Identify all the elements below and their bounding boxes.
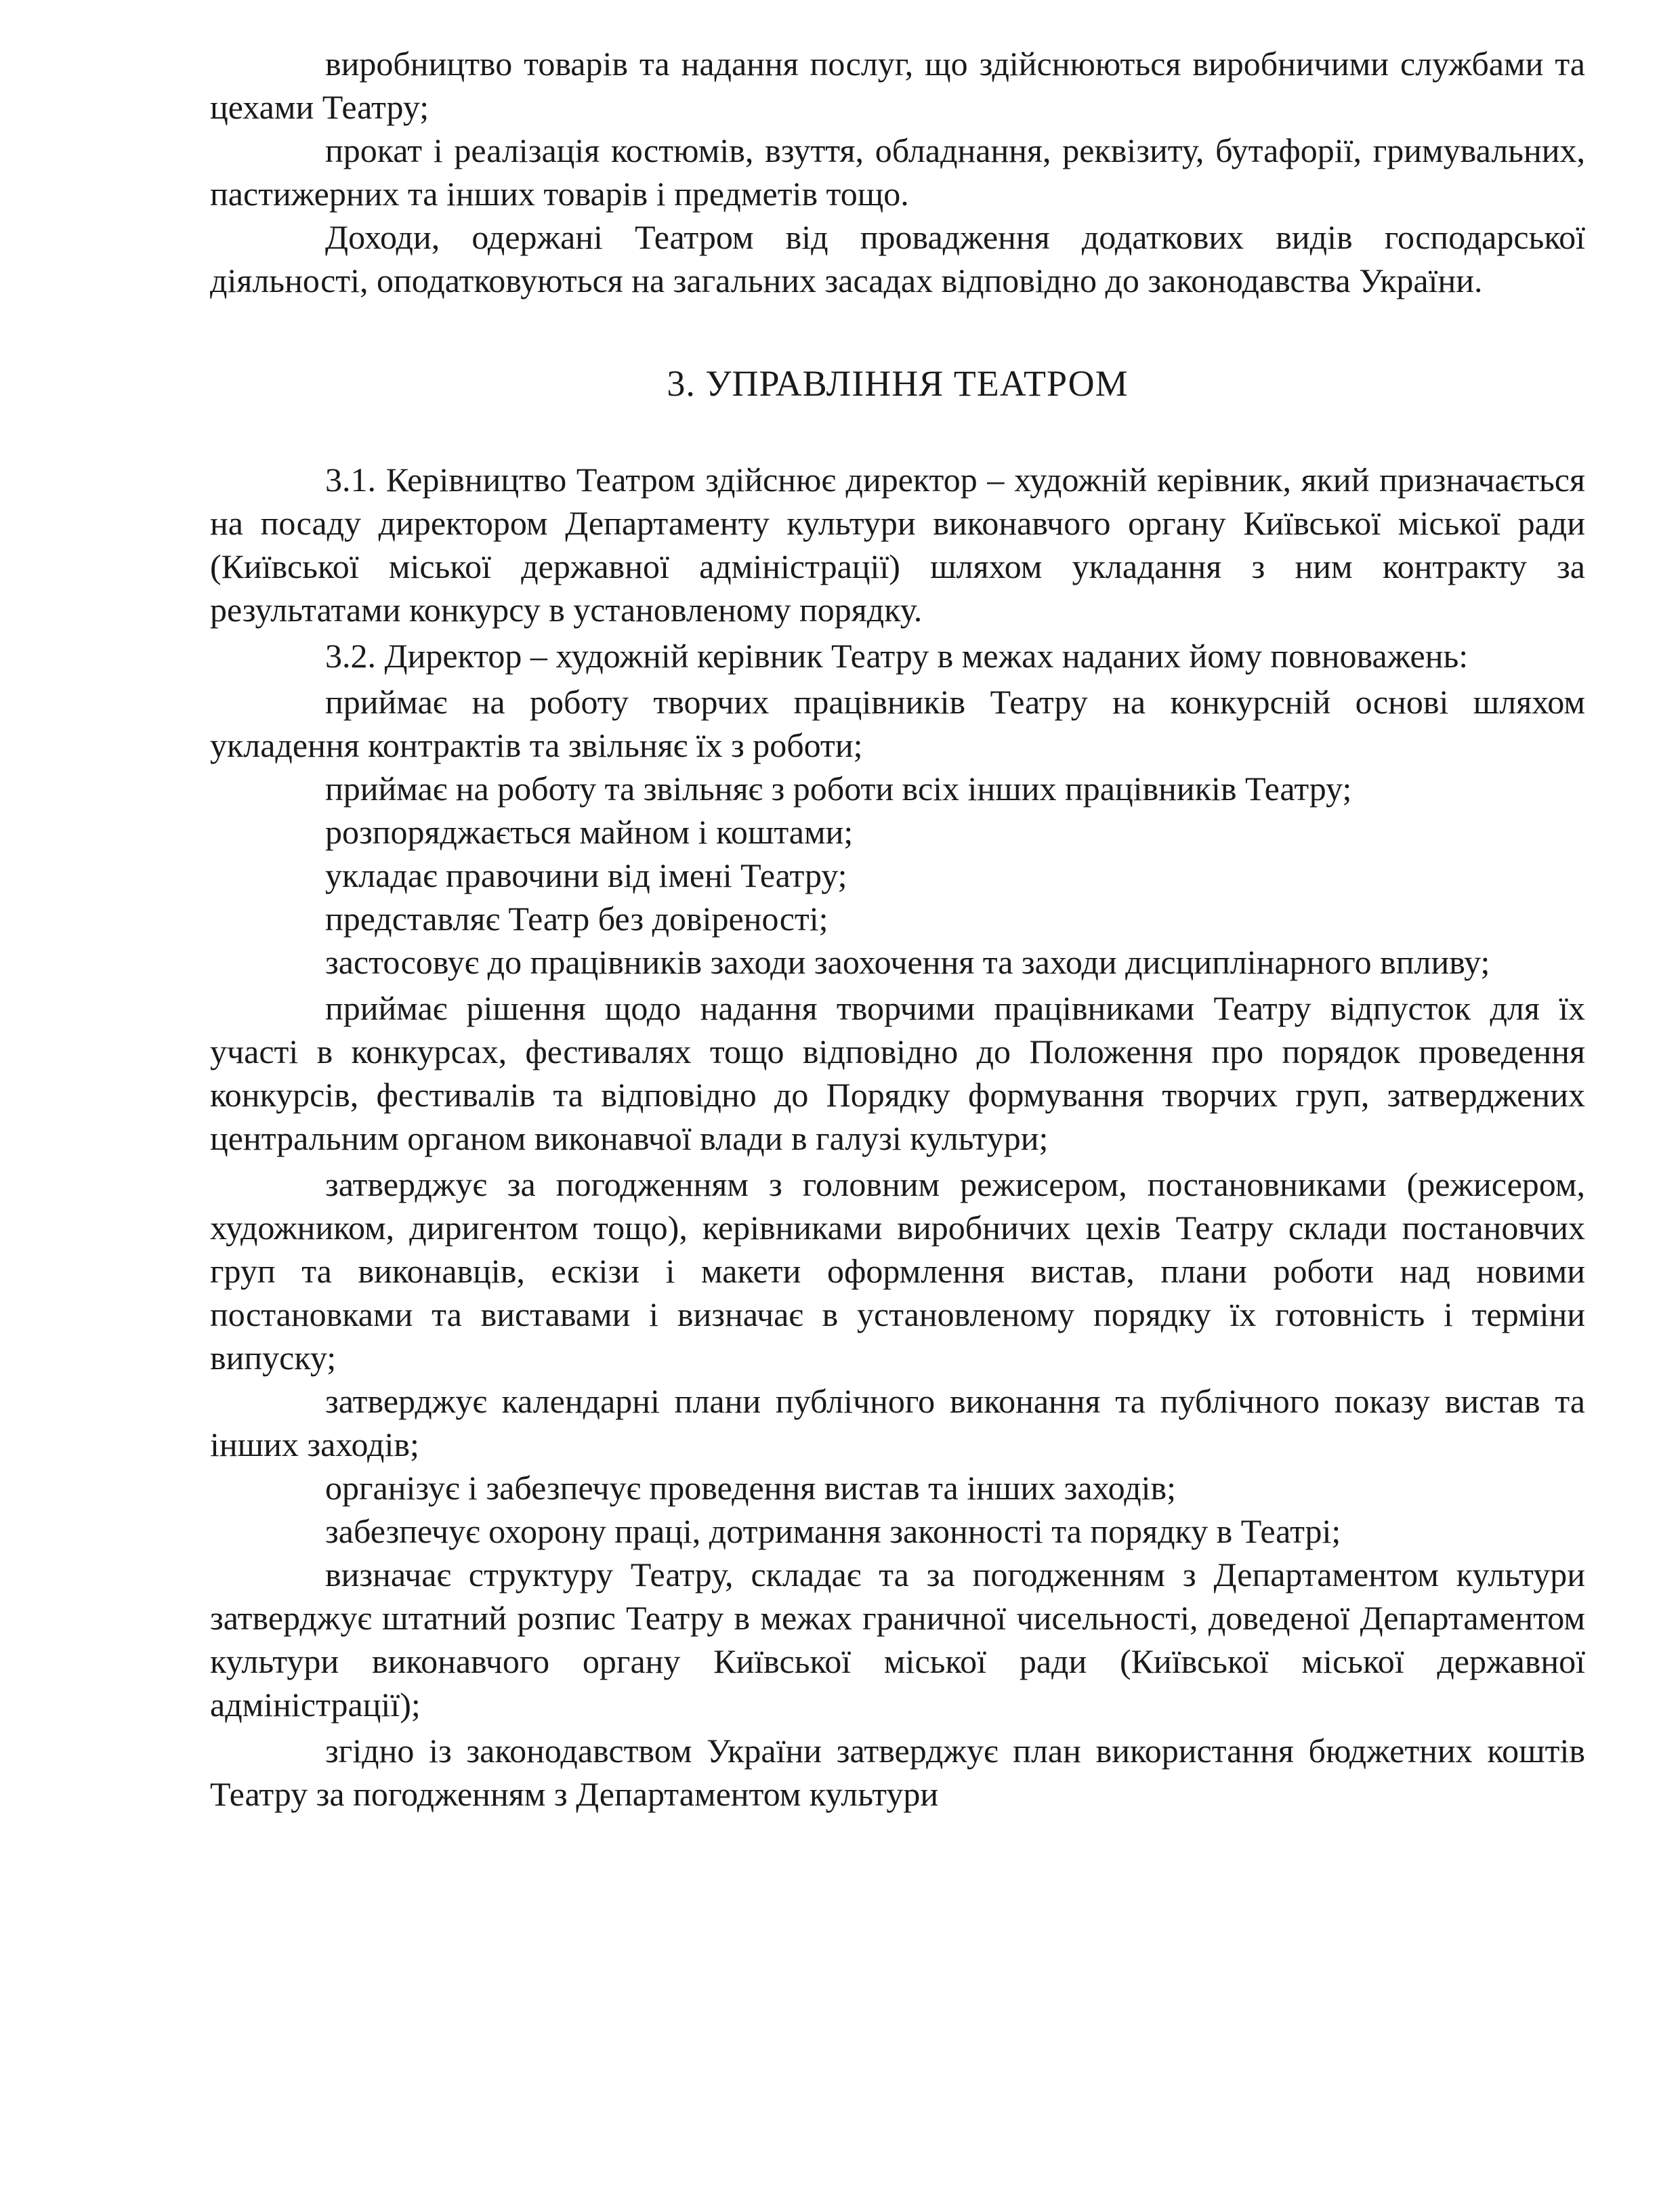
paragraph: прокат і реалізація костюмів, взуття, обладнання, реквізиту, бутафорії, гримувальних, пастижерних та інших товарів і предметів тощо. xyxy=(210,131,1585,213)
list-item: укладає правочини від імені Театру; xyxy=(325,856,847,894)
list-item: затверджує за погодженням з головним режисером, постановниками (режисером, художником, диригентом тощо), керівниками виробничих цехів Театру склади постановчих груп та виконавців, ескізи і макети оформлення вистав, плани роботи над новими постановками та виставами і визначає в установленому порядку їх готовність і терміни випуску; xyxy=(210,1165,1585,1377)
list-item: приймає рішення щодо надання творчими працівниками Театру відпусток для їх участі в конкурсах, фестивалях тощо відповідно до Положення про порядок проведення конкурсів, фестивалів та відповідно до Порядку формування творчих груп, затверджених центральним органом виконавчої влади в галузі культури; xyxy=(210,989,1585,1157)
list-item: визначає структуру Театру, складає та за погодженням з Департаментом культури затверджує штатний розпис Театру в межах граничної чисельності, доведеної Департаментом культури виконавчого органу Київської міської ради (Київської міської державної адміністрації); xyxy=(210,1556,1585,1724)
list-item: забезпечує охорону праці, дотримання законності та порядку в Театрі; xyxy=(325,1512,1341,1550)
list-item: приймає на роботу та звільняє з роботи всіх інших працівників Театру; xyxy=(325,770,1352,808)
paragraph: 3.2. Директор – художній керівник Театру в межах наданих йому повноважень: xyxy=(325,637,1469,675)
list-item: застосовує до працівників заходи заохочення та заходи дисциплінарного впливу; xyxy=(325,943,1490,981)
list-item: затверджує календарні плани публічного виконання та публічного показу вистав та інших заходів; xyxy=(210,1382,1585,1463)
paragraph: Доходи, одержані Театром від провадження додаткових видів господарської діяльності, оподатковуються на загальних засадах відповідно до законодавства України. xyxy=(210,218,1585,299)
paragraph: виробництво товарів та надання послуг, що здійснюються виробничими службами та цехами Театру; xyxy=(210,45,1585,126)
list-item: організує і забезпечує проведення вистав та інших заходів; xyxy=(325,1469,1177,1507)
list-item: розпоряджається майном і коштами; xyxy=(325,813,854,851)
paragraph: 3.1. Керівництво Театром здійснює директор – художній керівник, який призначається на посаду директором Департаменту культури виконавчого органу Київської міської ради (Київської міської державної адміністрації) шляхом укладання з ним контракту за результатами конкурсу в установленому порядку. xyxy=(210,461,1585,629)
list-item: приймає на роботу творчих працівників Театру на конкурсній основі шляхом укладення контрактів та звільняє їх з роботи; xyxy=(210,683,1585,764)
list-item: представляє Театр без довіреності; xyxy=(325,900,828,938)
list-item: згідно із законодавством України затверджує план використання бюджетних коштів Театру за погодженням з Департаментом культури xyxy=(210,1732,1585,1813)
section-heading: 3. УПРАВЛІННЯ ТЕАТРОМ xyxy=(667,363,1129,404)
